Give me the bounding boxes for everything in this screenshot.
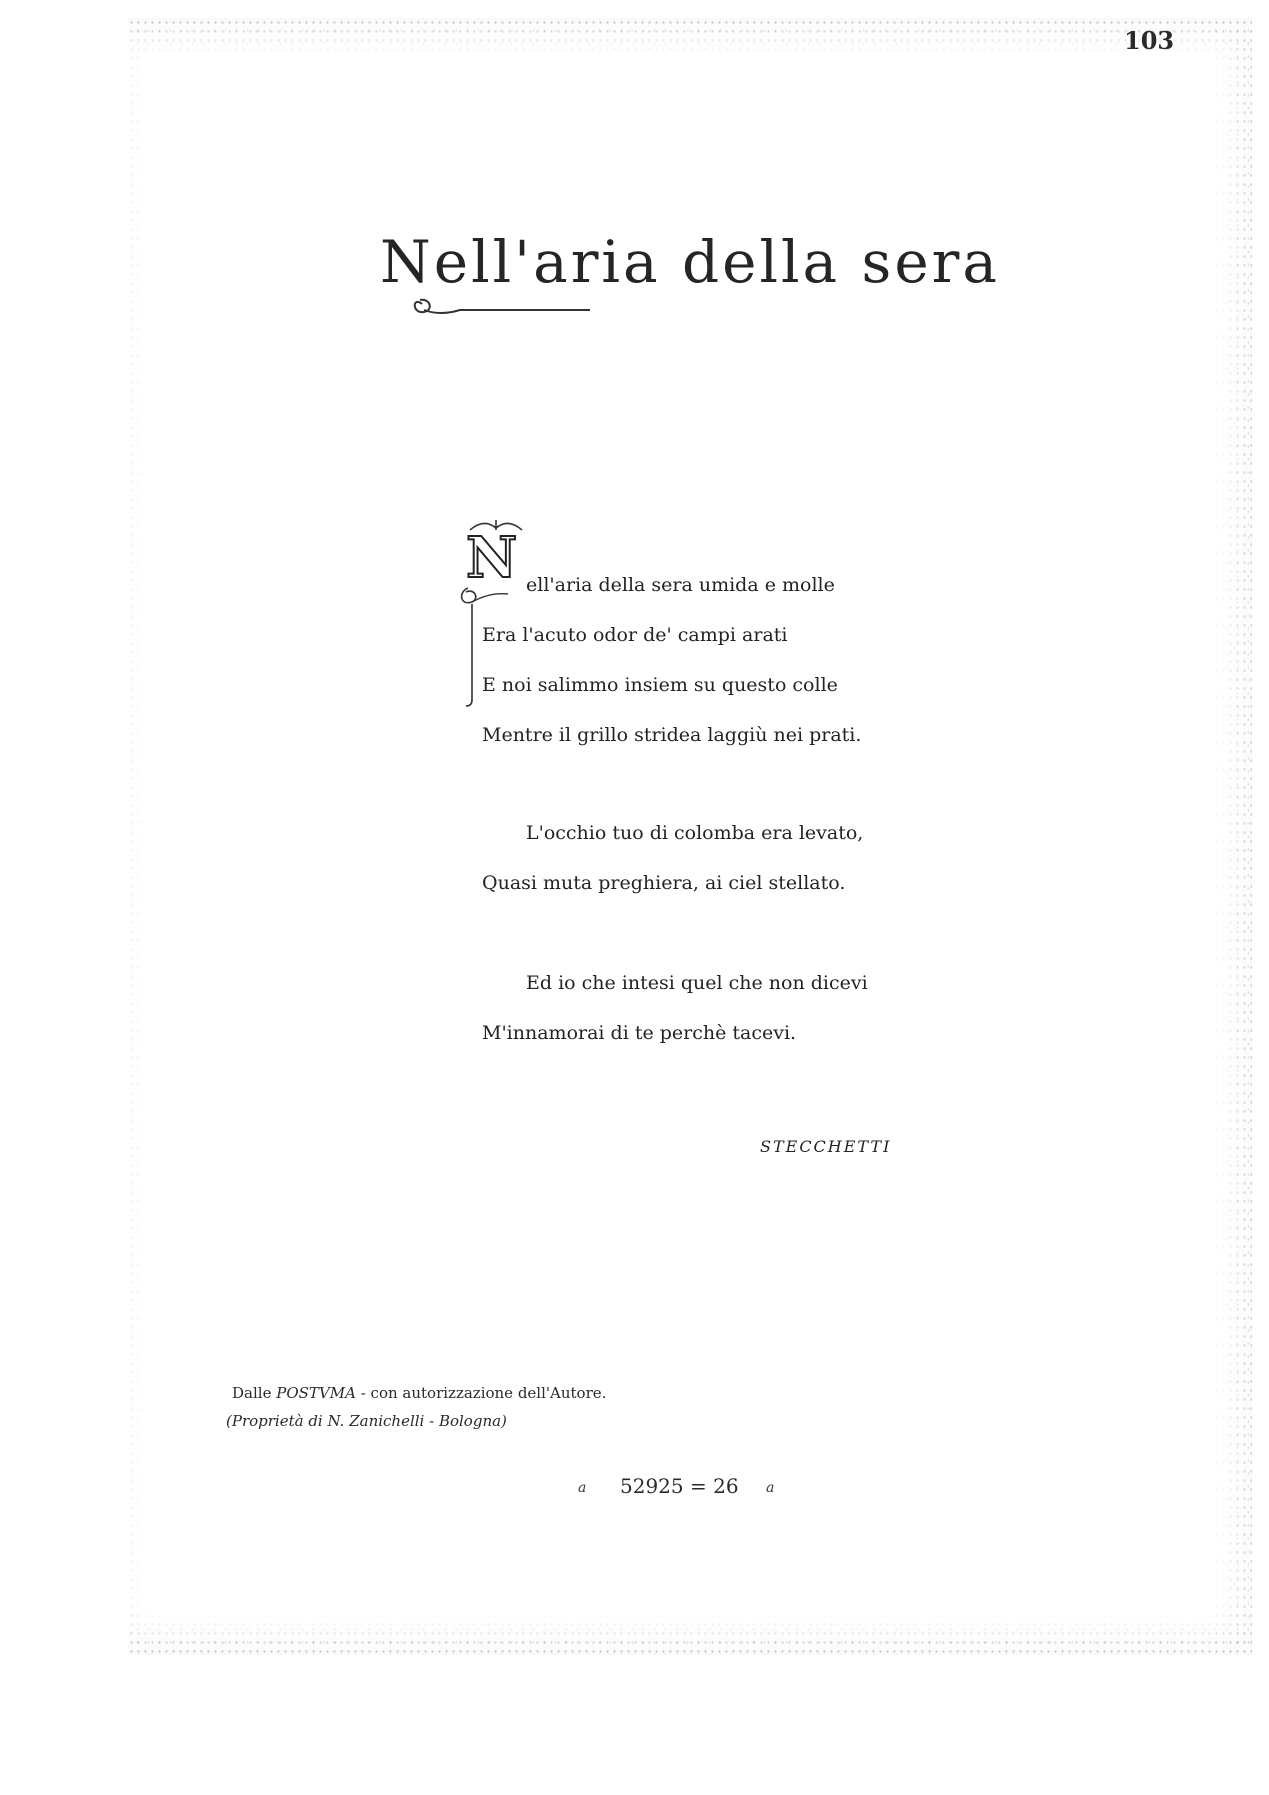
poem-line: Quasi muta preghiera, ai ciel stellato.	[482, 872, 846, 894]
catalog-mark-left: a	[578, 1480, 587, 1496]
source-prefix: Dalle	[232, 1384, 272, 1402]
source-suffix: - con autorizzazione dell'Autore.	[360, 1384, 607, 1402]
author-signature: STECCHETTI	[760, 1137, 892, 1156]
property-text: (Proprietà di N. Zanichelli - Bologna)	[226, 1412, 507, 1430]
page-title: Nell'aria della sera	[380, 228, 1000, 296]
page-number: 103	[1124, 26, 1175, 55]
source-credit	[232, 1384, 606, 1402]
poem-line: E noi salimmo insiem su questo colle	[482, 674, 838, 696]
poem-line: M'innamorai di te perchè tacevi.	[482, 1022, 797, 1044]
poem-line: ell'aria della sera umida e molle	[526, 574, 835, 596]
catalog-number: 52925 = 26	[620, 1474, 739, 1498]
poem-line: Ed io che intesi quel che non dicevi	[526, 972, 868, 994]
poem-line: Mentre il grillo stridea laggiù nei prati.	[482, 724, 862, 746]
source-title: POSTVMA	[276, 1384, 356, 1402]
title-flourish-ornament	[410, 290, 600, 320]
property-credit	[226, 1412, 507, 1430]
dropcap-letter: N	[466, 525, 518, 591]
catalog-mark-right: a	[766, 1480, 775, 1496]
poem-line: Era l'acuto odor de' campi arati	[482, 624, 788, 646]
poem-line: L'occhio tuo di colomba era levato,	[526, 822, 864, 844]
